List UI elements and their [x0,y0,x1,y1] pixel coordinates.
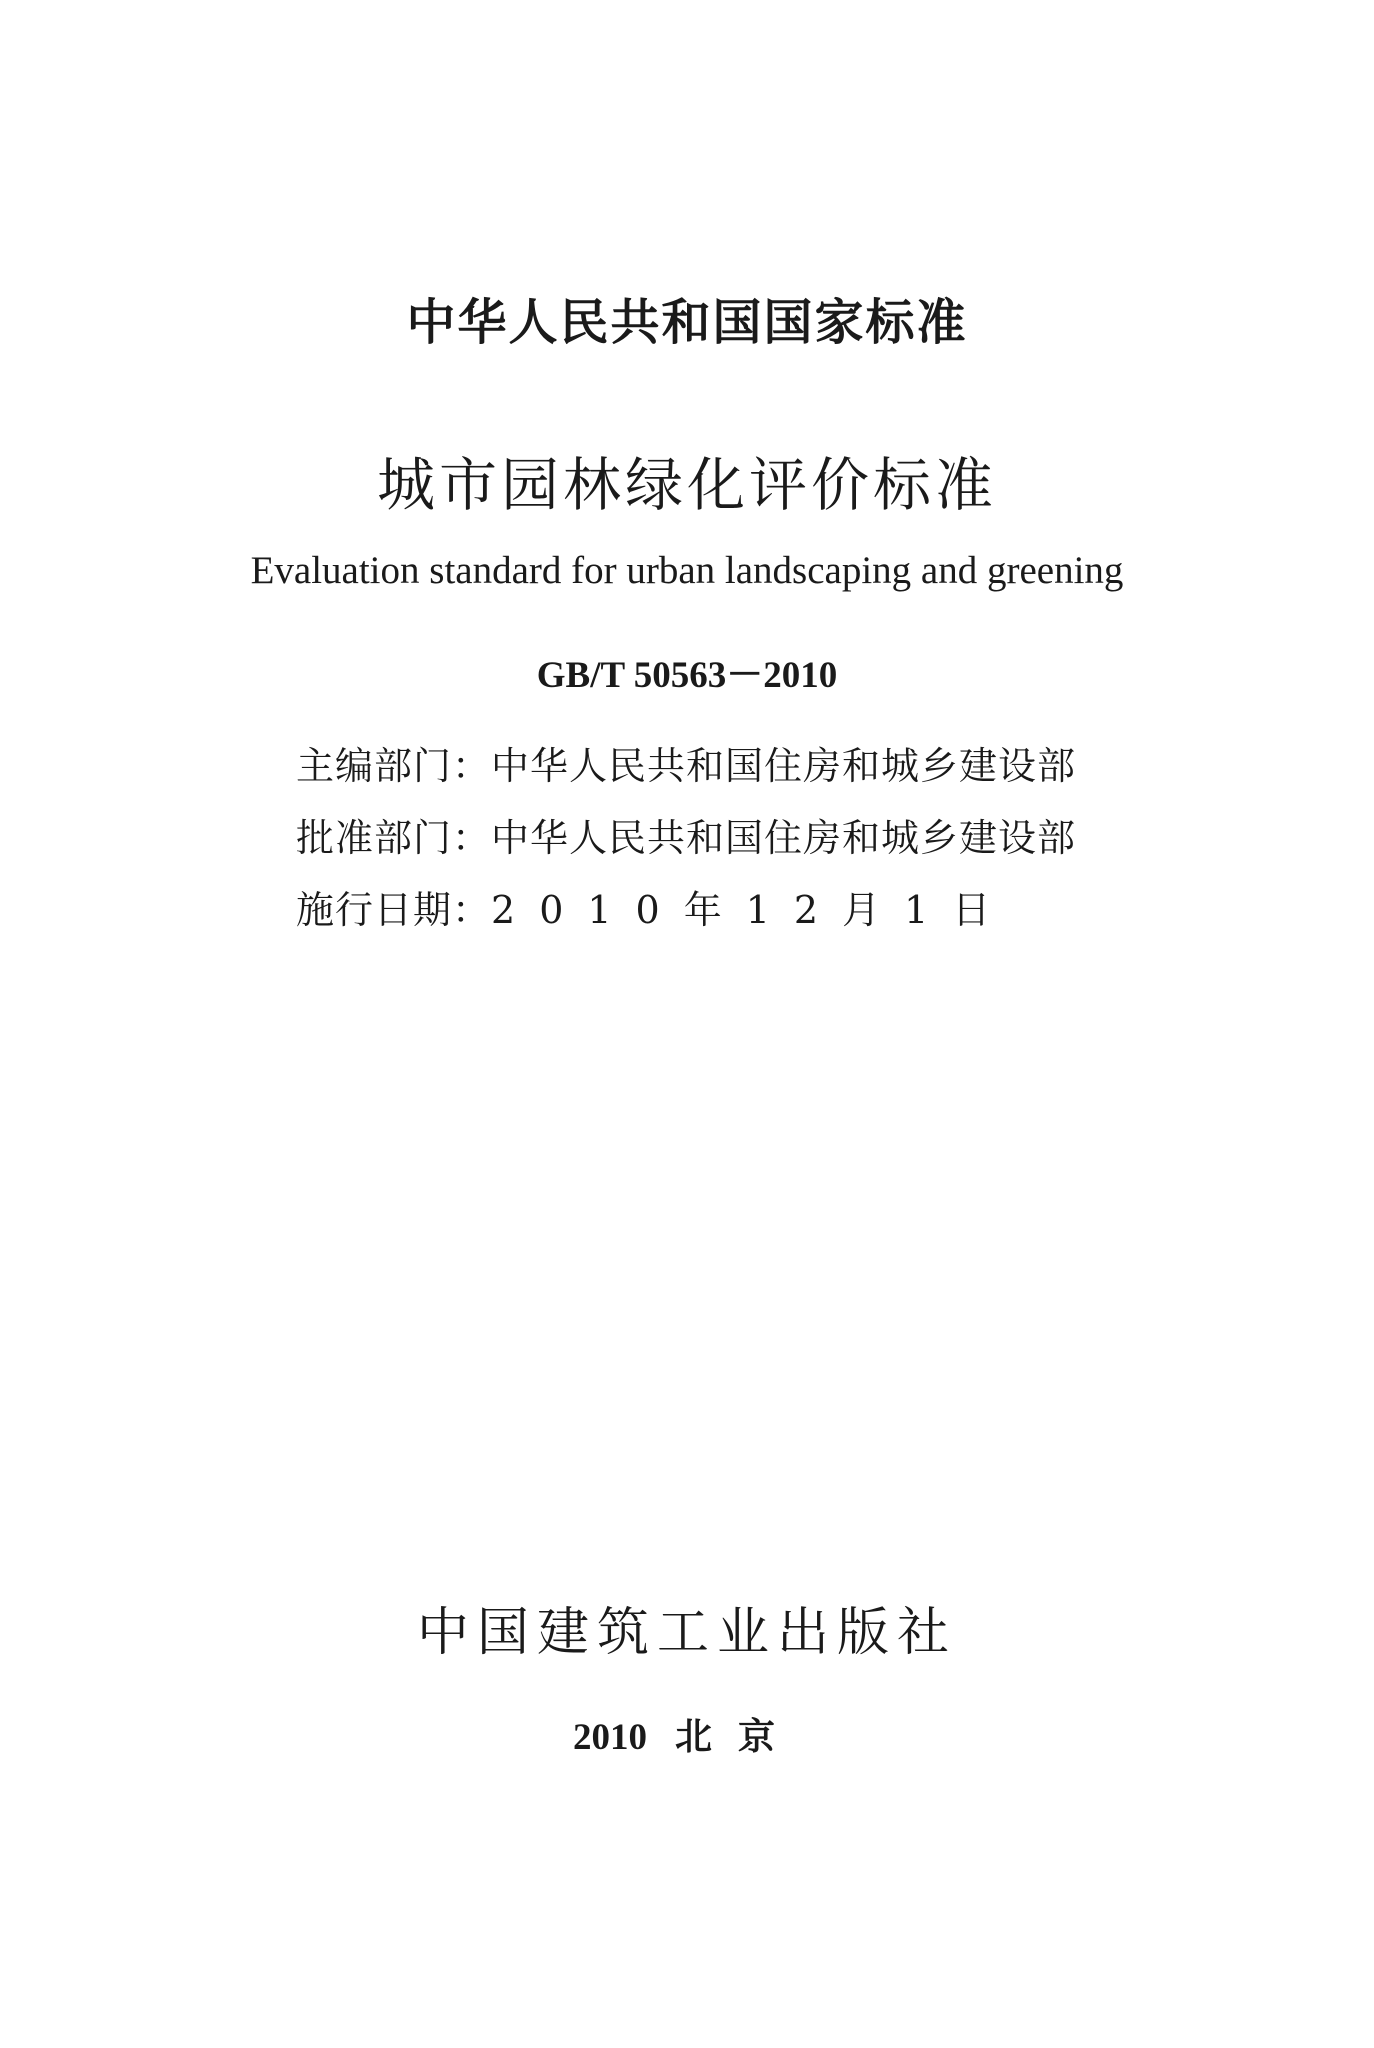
chief-editor-row [296,730,1096,802]
publisher-name: 中国建筑工业出版社 [416,1603,957,1663]
standard-title-en: Evaluation standard for urban landscaping and greening [250,549,1124,592]
approval-label: 批准部门： [296,816,492,860]
effective-date-row [296,874,1096,946]
standard-title-zh: 城市园林绿化评价标准 [376,451,997,519]
publication-city: 北京 [675,1715,801,1758]
approval-value: 中华人民共和国住房和城乡建设部 [491,816,1077,860]
effective-date-label: 施行日期： [296,888,492,932]
publication-year: 2010 [573,1717,647,1758]
national-standard-heading: 中华人民共和国国家标准 [406,294,968,351]
standard-info-block [296,730,1096,946]
approval-row [296,802,1096,874]
standard-code: GB/T 50563－2010 [536,655,838,696]
chief-editor-value: 中华人民共和国住房和城乡建设部 [491,744,1077,788]
chief-editor-label: 主编部门： [296,744,492,788]
publication-place [0,1706,1374,1760]
effective-date-value: 2010年12月1日 [491,888,1015,932]
